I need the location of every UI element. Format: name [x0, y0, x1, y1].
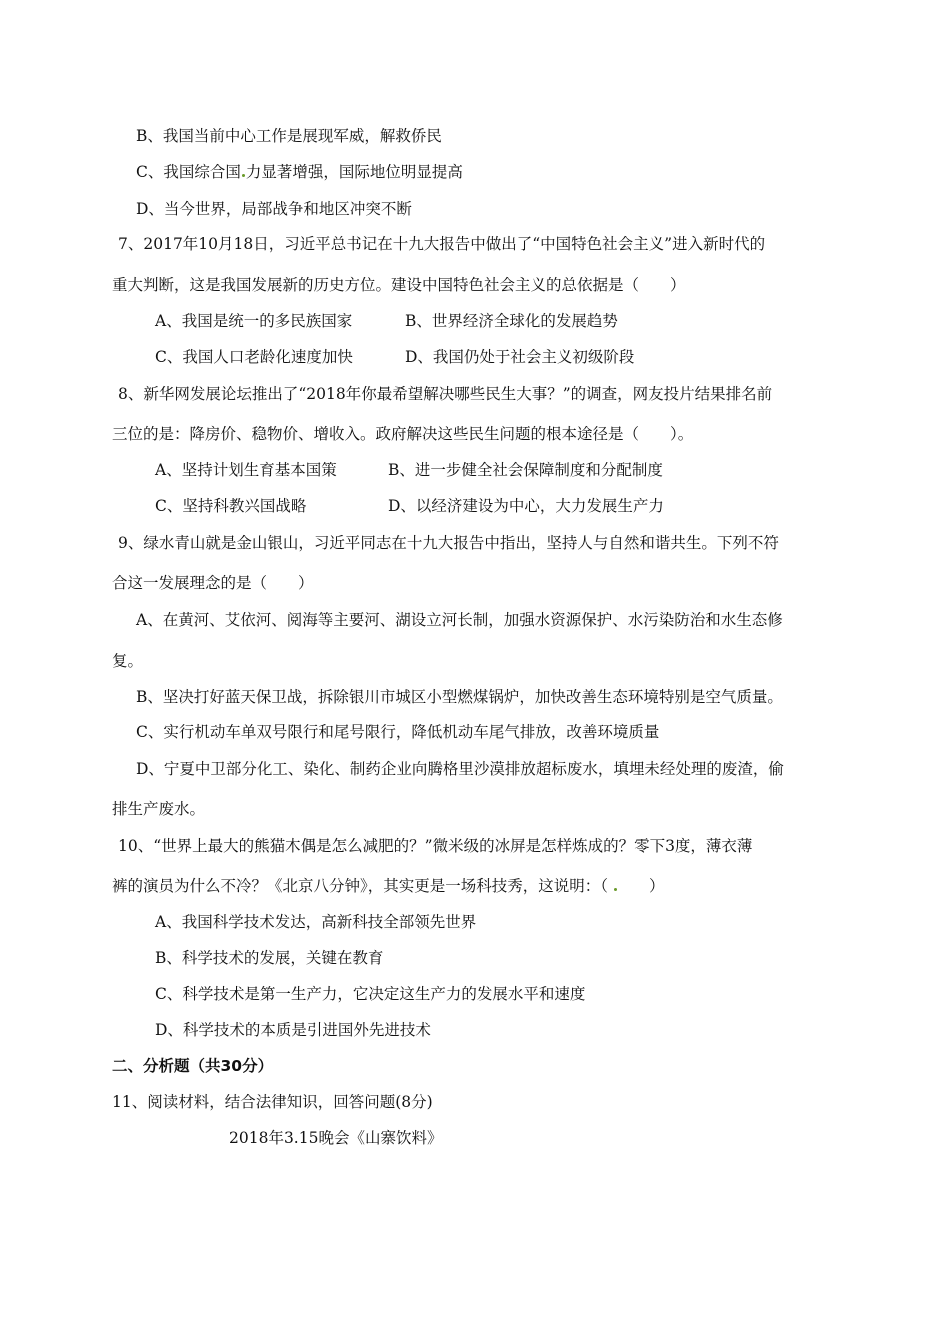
q9-stem-line-2: 合这一发展理念的是（ ） [112, 574, 314, 592]
q8-option-c: C、坚持科教兴国战略 [155, 497, 307, 515]
q7-option-d: D、我国仍处于社会主义初级阶段 [405, 348, 635, 366]
q8-option-a: A、坚持计划生育基本国策 [155, 461, 337, 479]
q10-stem-line-1: 10、“世界上最大的熊猫木偶是怎么减肥的？”微米级的冰屏是怎样炼成的？零下3度，薄衣薄 [118, 837, 753, 855]
q8-option-b: B、进一步健全社会保障制度和分配制度 [388, 461, 663, 479]
emphasis-dot-mark [242, 174, 245, 177]
q10-option-b: B、科学技术的发展，关键在教育 [155, 949, 384, 967]
q10-option-c: C、科学技术是第一生产力，它决定这生产力的发展水平和速度 [155, 985, 586, 1003]
q9-option-d-line-1: D、宁夏中卫部分化工、染化、制药企业向腾格里沙漠排放超标废水，填埋未经处理的废渣，偷 [136, 760, 784, 778]
q8-stem-line-1: 8、新华网发展论坛推出了“2018年你最希望解决哪些民生大事？”的调查，网友投片结果排名前 [118, 385, 773, 403]
q9-stem-line-1: 9、绿水青山就是金山银山，习近平同志在十九大报告中指出，坚持人与自然和谐共生。下列不符 [118, 534, 779, 552]
q6-option-c-text-1: C、我国综合国 [136, 163, 241, 181]
q9-option-a-line-1: A、在黄河、艾依河、阅海等主要河、湖设立河长制，加强水资源保护、水污染防治和水生态修 [136, 611, 783, 629]
q8-option-d: D、以经济建设为中心，大力发展生产力 [388, 497, 664, 515]
q7-stem-line-1: 7、2017年10月18日，习近平总书记在十九大报告中做出了“中国特色社会主义”进入新时代的 [118, 235, 766, 253]
section-heading: 二、分析题（共30分） [112, 1057, 274, 1075]
q10-stem-line-2 [112, 876, 665, 896]
q9-option-d-line-2: 排生产废水。 [112, 800, 206, 818]
q10-stem-line-2-text-2: ） [618, 877, 665, 895]
q10-stem-line-2-text-1: 裤的演员为什么不冷？《北京八分钟》，其实更是一场科技秀，这说明：（ [112, 877, 609, 895]
q11-material-title: 2018年3.15晚会《山寨饮料》 [229, 1129, 443, 1147]
q9-option-c: C、实行机动车单双号限行和尾号限行，降低机动车尾气排放，改善环境质量 [136, 723, 660, 741]
emphasis-dot-mark [614, 888, 617, 891]
q7-stem-line-2: 重大判断，这是我国发展新的历史方位。建设中国特色社会主义的总依据是（ ） [112, 276, 686, 294]
q6-option-c [136, 162, 463, 182]
q7-option-c: C、我国人口老龄化速度加快 [155, 348, 353, 366]
q7-option-a: A、我国是统一的多民族国家 [155, 312, 353, 330]
q8-stem-line-2: 三位的是：降房价、稳物价、增收入。政府解决这些民生问题的根本途径是（ ）。 [112, 425, 694, 443]
q9-option-b: B、坚决打好蓝天保卫战，拆除银川市城区小型燃煤锅炉，加快改善生态环境特别是空气质量。 [136, 688, 783, 706]
q6-option-c-text-2: 力显著增强，国际地位明显提高 [245, 163, 463, 181]
q10-option-d: D、科学技术的本质是引进国外先进技术 [155, 1021, 431, 1039]
q6-option-d: D、当今世界，局部战争和地区冲突不断 [136, 200, 412, 218]
q7-option-b: B、世界经济全球化的发展趋势 [405, 312, 618, 330]
q11-stem: 11、阅读材料，结合法律知识，回答问题(8分) [112, 1093, 433, 1111]
q6-option-b: B、我国当前中心工作是展现军威，解救侨民 [136, 127, 442, 145]
q10-option-a: A、我国科学技术发达，高新科技全部领先世界 [155, 913, 477, 931]
q9-option-a-line-2: 复。 [112, 652, 144, 670]
